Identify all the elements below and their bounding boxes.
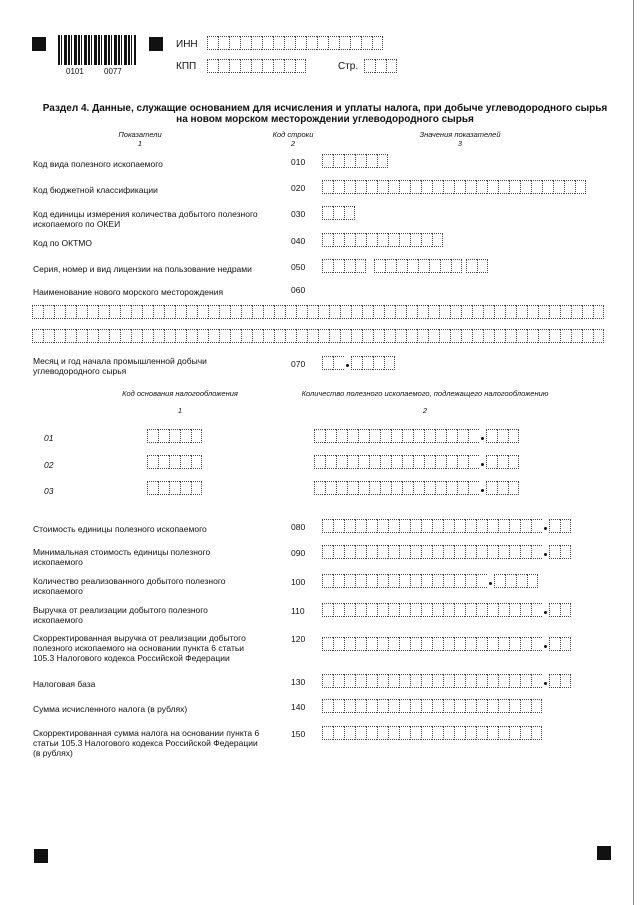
page-number-field[interactable]	[364, 59, 397, 73]
row-120-field[interactable]	[322, 637, 571, 651]
row-130-field[interactable]	[322, 674, 571, 688]
row-140-label: Сумма исчисленного налога (в рублях)	[33, 704, 188, 714]
row-150-label-3: (в рублях)	[33, 748, 73, 758]
row-130-code: 130	[291, 677, 306, 687]
row-070-code: 070	[291, 359, 306, 369]
subtable-row-03-label: 03	[44, 486, 54, 496]
barcode-number-left: 0101	[66, 67, 84, 76]
inn-field[interactable]	[207, 36, 383, 50]
row-090-label-2: ископаемого	[33, 557, 83, 567]
subtable-row-03-basis-field[interactable]	[147, 481, 202, 495]
subtable-header-quantity-num: 2	[422, 406, 428, 415]
row-110-code: 110	[291, 606, 305, 616]
page-edge-line	[633, 0, 634, 905]
row-100-code: 100	[291, 577, 306, 587]
row-130-label: Налоговая база	[33, 679, 96, 689]
col-header-line-code: Код строки	[272, 130, 314, 139]
row-080-code: 080	[291, 522, 306, 532]
kpp-field[interactable]	[207, 59, 306, 73]
row-150-label-2: статьи 105.3 Налогового кодекса Российской Федерации	[33, 738, 258, 748]
row-080-field[interactable]	[322, 519, 571, 533]
row-150-label-1: Скорректированная сумма налога на основании пункта 6	[33, 728, 260, 738]
row-120-label-1: Скорректированная выручка от реализации добытого	[33, 633, 246, 643]
corner-marker-top-left	[32, 37, 46, 51]
row-050-number-field[interactable]	[374, 259, 462, 273]
row-010-label: Код вида полезного ископаемого	[33, 159, 163, 169]
row-040-code: 040	[291, 236, 306, 246]
row-060-field-line2[interactable]	[32, 329, 604, 343]
subtable-row-02-quantity-field[interactable]	[314, 455, 519, 469]
corner-marker-bottom-left	[34, 849, 48, 863]
row-120-label-2: полезного ископаемого на основании пункта 6 статьи	[33, 643, 245, 653]
inn-label: ИНН	[176, 39, 198, 50]
subtable-row-02-label: 02	[44, 460, 54, 470]
subtable-row-03-quantity-field[interactable]	[314, 481, 519, 495]
row-050-series-field[interactable]	[322, 259, 366, 273]
subtable-row-01-quantity-field[interactable]	[314, 429, 519, 443]
col-header-indicators-num: 1	[137, 139, 143, 148]
row-100-field[interactable]	[322, 574, 538, 588]
corner-marker-top-mid	[149, 37, 163, 51]
row-090-code: 090	[291, 548, 306, 558]
subtable-header-quantity: Количество полезного ископаемого, подлежащего налогообложению	[301, 389, 549, 398]
row-120-label-3: 105.3 Налогового кодекса Российской Федерации	[33, 653, 230, 663]
row-150-code: 150	[291, 729, 306, 739]
col-header-values: Значения показателей	[419, 130, 501, 139]
page-label: Стр.	[338, 61, 359, 72]
row-020-code: 020	[291, 183, 306, 193]
barcode-image	[58, 35, 136, 65]
row-060-label: Наименование нового морского месторождения	[33, 287, 224, 297]
subtable-row-02-basis-field[interactable]	[147, 455, 202, 469]
row-020-label: Код бюджетной классификации	[33, 185, 158, 195]
row-020-field[interactable]	[322, 180, 586, 194]
row-090-label-1: Минимальная стоимость единицы полезного	[33, 547, 211, 557]
row-030-label-1: Код единицы измерения количества добытого полезного	[33, 209, 258, 219]
row-030-field[interactable]	[322, 206, 355, 220]
col-header-line-code-num: 2	[290, 139, 296, 148]
row-010-code: 010	[291, 157, 306, 167]
col-header-indicators: Показатели	[118, 130, 162, 139]
corner-marker-bottom-right	[597, 846, 611, 860]
row-110-field[interactable]	[322, 603, 571, 617]
row-140-field[interactable]	[322, 699, 542, 713]
barcode-number-right: 0077	[104, 67, 122, 76]
row-100-label-1: Количество реализованного добытого полезного	[33, 576, 226, 586]
row-040-label: Код по ОКТМО	[33, 238, 92, 248]
row-070-label-1: Месяц и год начала промышленной добычи	[33, 356, 207, 366]
section-title-line2: на новом морском месторождении углеводородного сырья	[176, 114, 474, 125]
col-header-values-num: 3	[457, 139, 463, 148]
row-090-field[interactable]	[322, 545, 571, 559]
row-070-field[interactable]	[322, 356, 395, 370]
row-030-label-2: ископаемого по ОКЕИ	[33, 219, 121, 229]
row-140-code: 140	[291, 702, 306, 712]
row-050-code: 050	[291, 262, 306, 272]
row-010-field[interactable]	[322, 154, 388, 168]
row-150-field[interactable]	[322, 726, 542, 740]
row-040-field[interactable]	[322, 233, 443, 247]
subtable-header-basis-num: 1	[177, 406, 183, 415]
row-060-field-line1[interactable]	[32, 305, 604, 319]
row-050-type-field[interactable]	[466, 259, 488, 273]
row-070-label-2: углеводородного сырья	[33, 366, 127, 376]
subtable-row-01-basis-field[interactable]	[147, 429, 202, 443]
row-080-label: Стоимость единицы полезного ископаемого	[33, 524, 207, 534]
kpp-label: КПП	[176, 61, 197, 72]
row-100-label-2: ископаемого	[33, 586, 83, 596]
row-060-code: 060	[291, 285, 306, 295]
row-050-label: Серия, номер и вид лицензии на пользование недрами	[33, 264, 252, 274]
row-110-label-2: ископаемого	[33, 615, 83, 625]
subtable-header-basis: Код основания налогообложения	[122, 389, 238, 398]
subtable-row-01-label: 01	[44, 433, 54, 443]
row-030-code: 030	[291, 209, 306, 219]
row-120-code: 120	[291, 634, 306, 644]
row-110-label-1: Выручка от реализации добытого полезного	[33, 605, 208, 615]
section-title-line1: Раздел 4. Данные, служащие основанием для исчисления и уплаты налога, при добыче углеводородного сырья	[42, 103, 608, 114]
